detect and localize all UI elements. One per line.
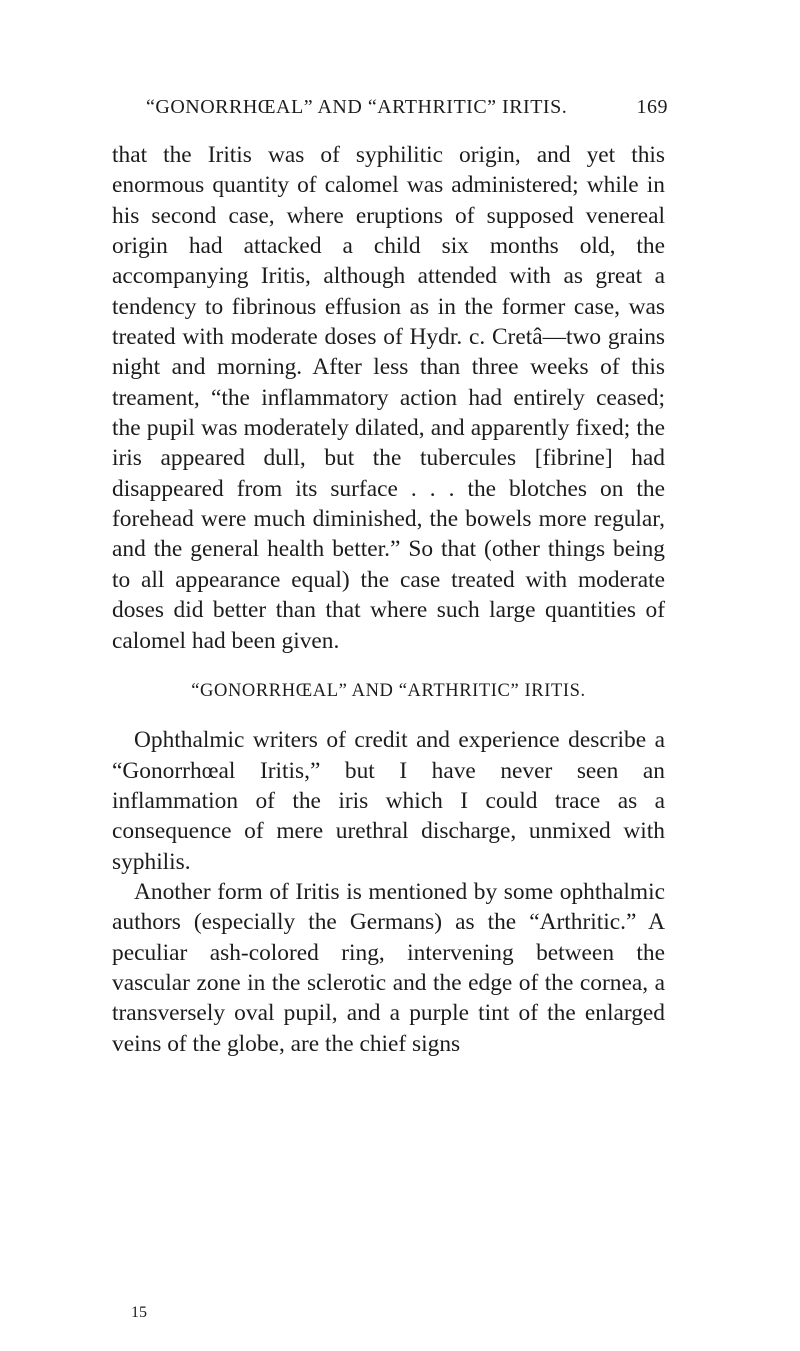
body-text [112,140,665,1059]
page-number: 169 [636,96,668,118]
paragraph-arthritic: Another form of Iritis is mentioned by some ophthalmic authors (especially the Germans) as the “Arthritic.” A peculiar ash-colored ring, intervening between the vascular zone in the sclerotic and the edge of the cornea, a transversely oval pupil, and a purple tint of the enlarged veins of the globe, are the chief signs [112,878,665,1057]
running-head-title: “GONORRHŒAL” AND “ARTHRITIC” IRITIS. [146,96,568,118]
section-heading: “GONORRHŒAL” AND “ARTHRITIC” IRITIS. [191,680,586,701]
paragraph-continued: that the Iritis was of syphilitic origin, and yet this enormous quantity of calomel was administered; while in his second case, where eruptions of supposed venereal origin had attacked a child six months old, the accompanying Iritis, although attended with as great a tendency to fibrinous effusion as in the former case, was treated with moderate doses of Hydr. c. Cretâ—two grains night and morning. After less than three weeks of this treament, “the inflammatory action had entirely ceased; the pupil was moderately dilated, and apparently fixed; the iris appeared dull, but the tubercules [fibrine] had disappeared from its surface . . . the blotches on the forehead were much diminished, the bowels more regular, and the general health better.” So that (other things being to all appearance equal) the case treated with moderate doses did better than that where such large quantities of calomel had been given. [112,142,665,654]
paragraph-gonorrhoeal: Ophthalmic writers of credit and experience describe a “Gonorrhœal Iritis,” but I have never seen an inflammation of the iris which I could trace as a consequence of mere urethral discharge, unmixed with syphilis. [112,727,665,875]
signature-mark: 15 [131,1304,147,1321]
